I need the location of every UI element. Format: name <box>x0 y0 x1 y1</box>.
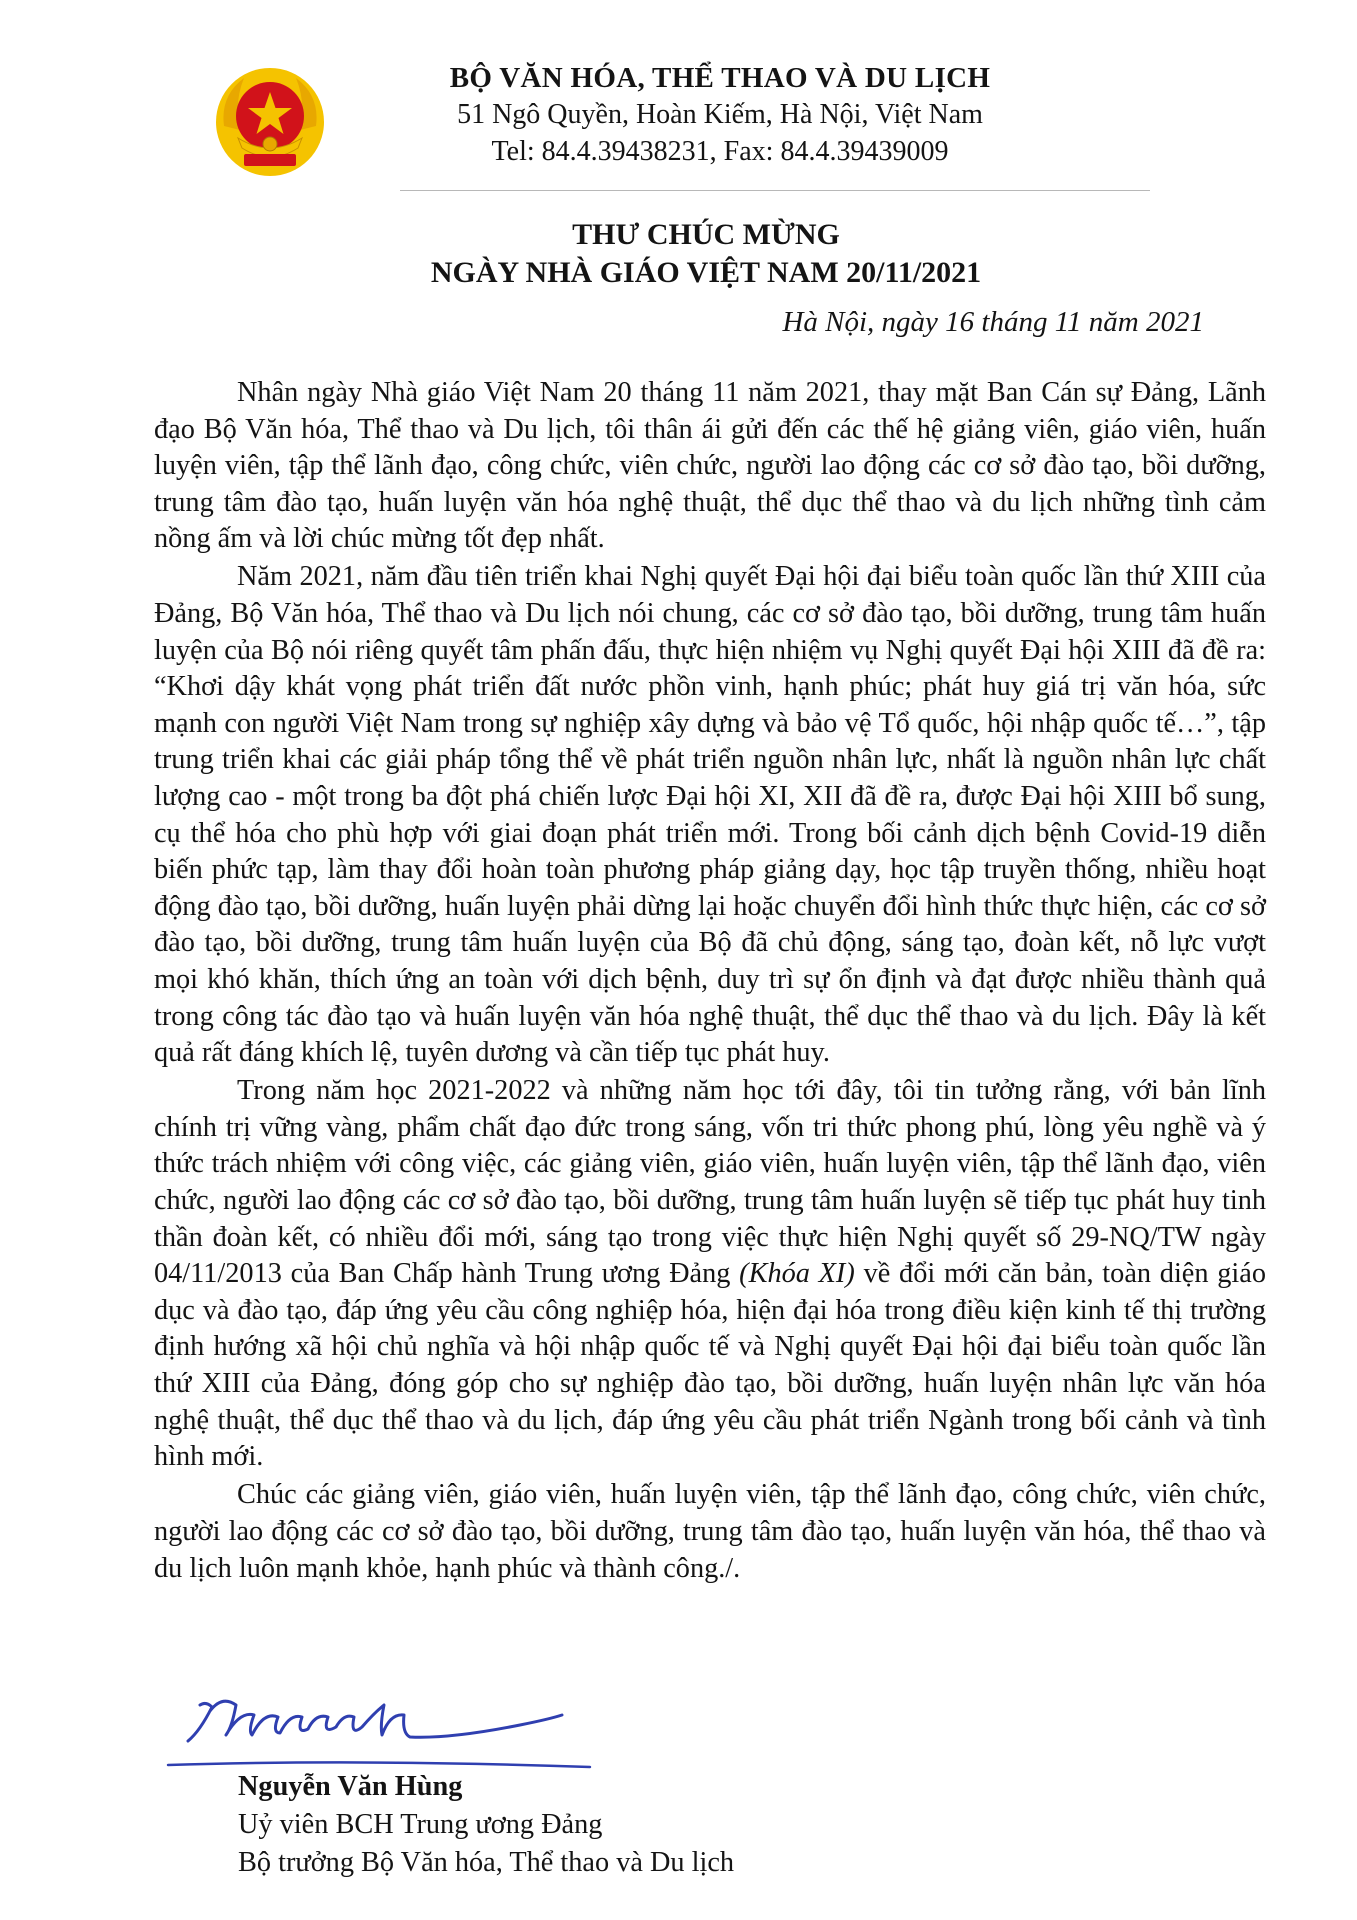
place-date: Hà Nội, ngày 16 tháng 11 năm 2021 <box>782 306 1204 338</box>
signer-position-1: Uỷ viên BCH Trung ương Đảng <box>238 1809 603 1840</box>
organization-name: BỘ VĂN HÓA, THỂ THAO VÀ DU LỊCH <box>449 62 991 94</box>
signer-position-2: Bộ trưởng Bộ Văn hóa, Thể thao và Du lịch <box>238 1847 735 1878</box>
organization-contact: Tel: 84.4.39438231, Fax: 84.4.39439009 <box>491 136 949 167</box>
header-divider <box>400 190 1150 191</box>
paragraph-3-part-b: về đổi mới căn bản, toàn diện giáo dục và đào tạo, đáp ứng yêu cầu công nghiệp hóa, hiện đại hóa trong điều kiện kinh tế thị trường định hướng xã hội chủ nghĩa và hội nhập quốc tế và Nghị quyết Đại hội đại biểu toàn quốc lần thứ XIII của Đảng, đóng góp cho sự nghiệp đào tạo, bồi dưỡng, huấn luyện nhân lực văn hóa nghệ thuật, thể dục thể thao và du lịch, đáp ứng yêu cầu phát triển Ngành trong bối cảnh và tình hình mới. <box>154 1258 1267 1473</box>
paragraph-2: Năm 2021, năm đầu tiên triển khai Nghị quyết Đại hội đại biểu toàn quốc lần thứ XIII của Đảng, Bộ Văn hóa, Thể thao và Du lịch nói chung, các cơ sở đào tạo, bồi dưỡng, trung tâm huấn luyện của Bộ nói riêng quyết tâm phấn đấu, thực hiện nhiệm vụ Nghị quyết Đại hội XIII đã đề ra: “Khơi dậy khát vọng phát triển đất nước phồn vinh, hạnh phúc; phát huy giá trị văn hóa, sức mạnh con người Việt Nam trong sự nghiệp xây dựng và bảo vệ Tổ quốc, hội nhập quốc tế…”, tập trung triển khai các giải pháp tổng thể về phát triển nguồn nhân lực, nhất là nguồn nhân lực chất lượng cao - một trong ba đột phá chiến lược Đại hội XI, XII đã đề ra, được Đại hội XIII bổ sung, cụ thể hóa cho phù hợp với giai đoạn phát triển mới. Trong bối cảnh dịch bệnh Covid-19 diễn biến phức tạp, làm thay đổi hoàn toàn phương pháp giảng dạy, học tập truyền thống, nhiều hoạt động đào tạo, bồi dưỡng, huấn luyện phải dừng lại hoặc chuyển đổi hình thức thực hiện, các cơ sở đào tạo, bồi dưỡng, trung tâm huấn luyện của Bộ đã chủ động, sáng tạo, đoàn kết, nỗ lực vượt mọi khó khăn, thích ứng an toàn với dịch bệnh, duy trì sự ổn định và đạt được nhiều thành quả trong công tác đào tạo và huấn luyện văn hóa nghệ thuật, thể dục thể thao và du lịch. Đây là kết quả rất đáng khích lệ, tuyên dương và cần tiếp tục phát huy. <box>154 561 1266 1069</box>
organization-address: 51 Ngô Quyền, Hoàn Kiếm, Hà Nội, Việt Nam <box>457 99 983 130</box>
title-line-2: NGÀY NHÀ GIÁO VIỆT NAM 20/11/2021 <box>430 256 982 289</box>
paragraph-3-part-a: Trong năm học 2021-2022 và những năm học tới đây, tôi tin tưởng rằng, với bản lĩnh chính trị vững vàng, phẩm chất đạo đức trong sáng, vốn tri thức phong phú, lòng yêu nghề và ý thức trách nhiệm với công việc, các giảng viên, giáo viên, huấn luyện viên, tập thể lãnh đạo, viên chức, người lao động các cơ sở đào tạo, bồi dưỡng, trung tâm huấn luyện sẽ tiếp tục phát huy tinh thần đoàn kết, có nhiều đổi mới, sáng tạo trong việc thực hiện Nghị quyết số 29-NQ/TW ngày 04/11/2013 của Ban Chấp hành Trung ương Đảng <box>154 1075 1266 1290</box>
paragraph-4: Chúc các giảng viên, giáo viên, huấn luyện viên, tập thể lãnh đạo, công chức, viên chức, người lao động các cơ sở đào tạo, bồi dưỡng, trung tâm đào tạo, huấn luyện văn hóa, thể thao và du lịch luôn mạnh khỏe, hạnh phúc và thành công./. <box>154 1479 1266 1584</box>
signer-block <box>238 1768 734 1882</box>
letterhead <box>360 60 1080 170</box>
handwritten-signature <box>160 1655 600 1775</box>
paragraph-1: Nhân ngày Nhà giáo Việt Nam 20 tháng 11 năm 2021, thay mặt Ban Cán sự Đảng, Lãnh đạo Bộ Văn hóa, Thể thao và Du lịch, tôi thân ái gửi đến các thế hệ giảng viên, giáo viên, huấn luyện viên, tập thể lãnh đạo, công chức, viên chức, người lao động các cơ sở đào tạo, bồi dưỡng, trung tâm đào tạo, huấn luyện văn hóa nghệ thuật, thể dục thể thao và du lịch những tình cảm nồng ấm và lời chúc mừng tốt đẹp nhất. <box>154 377 1266 555</box>
paragraph-3-italic: (Khóa XI) <box>739 1258 855 1290</box>
title-line-1: THƯ CHÚC MỪNG <box>572 218 840 251</box>
letter-title <box>0 216 1357 292</box>
letter-body <box>154 375 1266 1589</box>
paragraph-3 <box>154 1073 1266 1476</box>
national-emblem-icon <box>214 66 326 178</box>
signer-name: Nguyễn Văn Hùng <box>238 1771 463 1802</box>
